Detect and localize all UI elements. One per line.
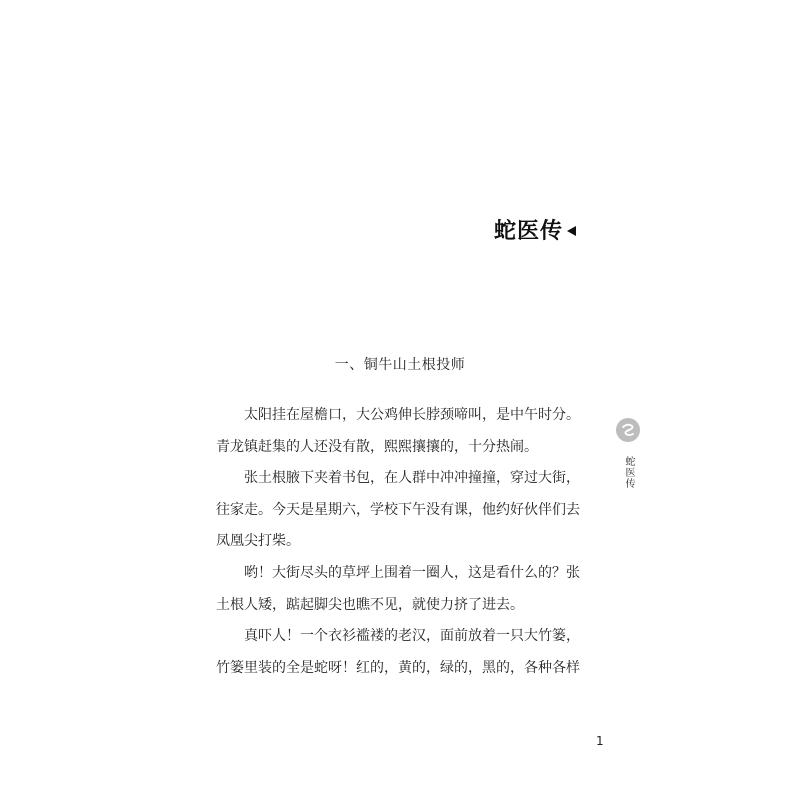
text-line: 凤凰尖打柴。	[216, 533, 300, 550]
snake-glyph-icon	[620, 423, 636, 437]
book-title-header	[494, 214, 576, 245]
snake-icon	[616, 418, 640, 442]
text-line: 竹篓里装的全是蛇呀！红的，黄的，绿的，黑的，各种各样	[216, 659, 580, 676]
side-tab	[613, 418, 643, 489]
text-line: 往家走。今天是星期六，学校下午没有课，他约好伙伴们去	[216, 501, 580, 518]
chapter-heading: 一、铜牛山土根投师	[334, 357, 466, 373]
body-text	[216, 400, 578, 684]
side-tab-title: 蛇医传	[623, 456, 634, 489]
page-number: 1	[596, 734, 604, 748]
text-line: 土根人矮，踮起脚尖也瞧不见，就使力挤了进去。	[216, 596, 524, 613]
book-title: 蛇医传	[493, 219, 563, 244]
text-line: 太阳挂在屋檐口，大公鸡伸长脖颈啼叫，是中午时分。	[244, 407, 580, 423]
text-line: 真吓人！一个衣衫褴褛的老汉，面前放着一只大竹篓，	[244, 628, 580, 645]
left-arrow-icon	[567, 226, 576, 236]
text-line: 张土根腋下夹着书包，在人群中冲冲撞撞，穿过大街，	[244, 470, 580, 487]
text-line: 青龙镇赶集的人还没有散，熙熙攘攘的，十分热闹。	[216, 438, 538, 455]
text-line: 哟！大街尽头的草坪上围着一圈人，这是看什么的？张	[244, 564, 580, 581]
